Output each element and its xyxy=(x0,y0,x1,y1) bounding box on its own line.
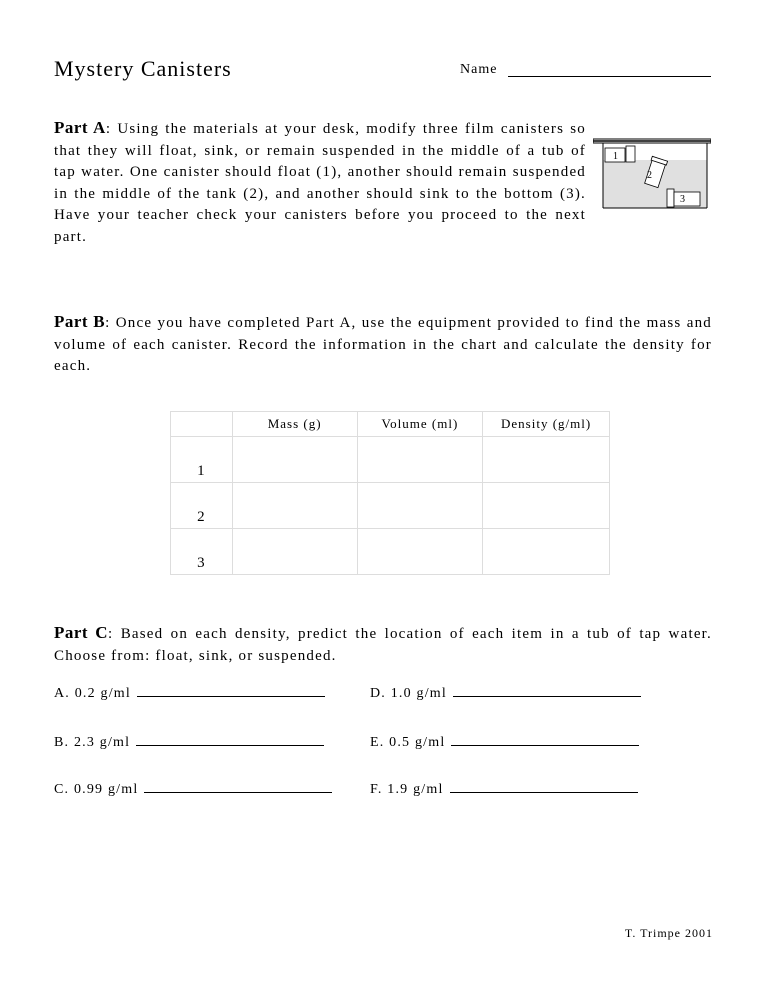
question-a xyxy=(54,682,325,702)
canister-label-3: 3 xyxy=(680,194,685,205)
part-b-text: : Once you have completed Part A, use the equipment provided to find the mass and volume of each canister. Record the information in the chart and calculate the density for each. xyxy=(54,315,712,374)
table-row xyxy=(171,529,610,575)
header-mass: Mass (g) xyxy=(232,412,357,437)
part-a-label: Part A xyxy=(54,118,106,137)
row-number: 2 xyxy=(171,483,233,529)
table-header-row xyxy=(171,412,610,437)
density-cell[interactable] xyxy=(483,483,610,529)
question-label: A. 0.2 g/ml xyxy=(54,686,131,701)
part-a-text: : Using the materials at your desk, modify three film canisters so that they will float, sink, or remain suspended in the middle of a tub of tap water. One canister should float (1), another should remain suspended in the middle of the tank (2), and another should sink to the bottom (3). Have your teacher check your canisters before you proceed to the next part. xyxy=(54,121,586,245)
footer-credit: T. Trimpe 2001 xyxy=(624,926,713,940)
answer-blank[interactable] xyxy=(453,682,641,697)
part-c-label: Part C xyxy=(54,623,108,642)
answer-blank[interactable] xyxy=(137,682,325,697)
data-chart-table xyxy=(170,411,610,575)
question-label: C. 0.99 g/ml xyxy=(54,782,139,797)
row-number: 1 xyxy=(171,437,233,483)
volume-cell[interactable] xyxy=(357,437,483,483)
water-tank-figure xyxy=(593,138,711,210)
question-e xyxy=(370,731,639,751)
density-cell[interactable] xyxy=(483,437,610,483)
header-volume: Volume (ml) xyxy=(357,412,483,437)
canister-label-2: 2 xyxy=(647,170,652,181)
question-b xyxy=(54,731,324,751)
row-number: 3 xyxy=(171,529,233,575)
density-cell[interactable] xyxy=(483,529,610,575)
canister-label-1: 1 xyxy=(613,151,618,162)
volume-cell[interactable] xyxy=(357,529,483,575)
page-title: Mystery Canisters xyxy=(54,56,232,81)
question-d xyxy=(370,682,641,702)
volume-cell[interactable] xyxy=(357,483,483,529)
part-c-text: : Based on each density, predict the location of each item in a tub of tap water. Choose from: float, sink, or suspended. xyxy=(54,626,712,664)
mass-cell[interactable] xyxy=(232,437,357,483)
part-a-paragraph xyxy=(54,117,586,248)
table-row xyxy=(171,483,610,529)
part-c-paragraph xyxy=(54,622,712,667)
answer-blank[interactable] xyxy=(450,778,638,793)
question-label: E. 0.5 g/ml xyxy=(370,735,446,750)
mass-cell[interactable] xyxy=(232,529,357,575)
question-label: D. 1.0 g/ml xyxy=(370,686,447,701)
name-label: Name xyxy=(460,62,498,77)
question-c xyxy=(54,778,332,798)
part-b-paragraph xyxy=(54,311,712,378)
answer-blank[interactable] xyxy=(144,778,332,793)
question-label: F. 1.9 g/ml xyxy=(370,782,444,797)
question-label: B. 2.3 g/ml xyxy=(54,735,131,750)
answer-blank[interactable] xyxy=(451,731,639,746)
name-blank-line[interactable] xyxy=(508,76,711,77)
header-cell-blank xyxy=(171,412,233,437)
question-f xyxy=(370,778,638,798)
header-density: Density (g/ml) xyxy=(483,412,610,437)
mass-cell[interactable] xyxy=(232,483,357,529)
table-row xyxy=(171,437,610,483)
part-b-label: Part B xyxy=(54,312,106,331)
answer-blank[interactable] xyxy=(136,731,324,746)
label-box-3 xyxy=(674,192,700,206)
canister-1 xyxy=(626,146,635,162)
canister-3 xyxy=(667,189,674,207)
